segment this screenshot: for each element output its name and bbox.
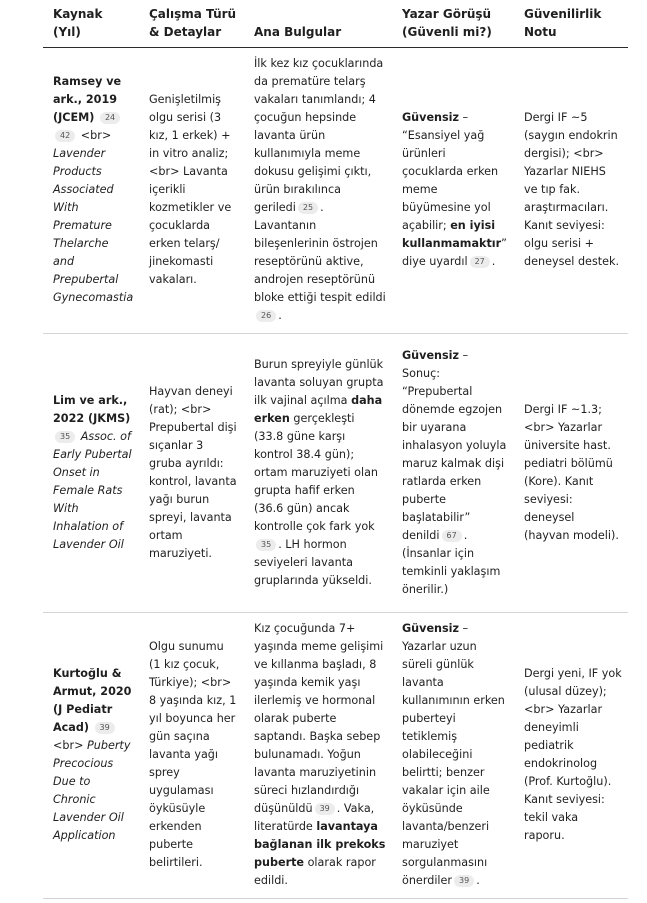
findings-text: . Vaka, literatürde: [254, 802, 375, 833]
citation-badge[interactable]: 39: [95, 722, 115, 734]
reliability-cell: Dergi IF ~1.3; <br> Yazarlar üniversite hast. pediatri bölümü (Kore). Kanıt seviyesi: deneysel (hayvan modeli).: [514, 334, 628, 613]
author-view-cell: [392, 613, 514, 899]
evidence-table: [43, 0, 628, 899]
verdict: Güvensiz: [402, 348, 459, 362]
view-text: – Yazarlar uzun süreli günlük lavanta kullanımının erken puberteyi tetiklemiş olabileceğini belirtti; benzer vakalar için aile öyküsünde lavanta/benzeri maruziyet sorgulanmasını önerdiler: [402, 622, 505, 887]
header-reliability: Güvenilirlik Notu: [514, 0, 628, 48]
citation-badge[interactable]: 67: [442, 530, 462, 542]
table-row: [43, 613, 628, 899]
citation-badge[interactable]: 26: [256, 310, 276, 322]
header-row: [43, 0, 628, 48]
source-title: Lavender Products Associated With Premature Thelarche and Prepubertal Gynecomastia: [53, 147, 134, 304]
citation-badge[interactable]: 39: [454, 875, 474, 887]
findings-text: gerçekleşti (33.8 güne karşı kontrol 38.4 gün); ortam maruziyeti olan grupta hafif erken (36.6 gün) ancak kontrolle çok fark yok: [254, 411, 379, 533]
citation-badge[interactable]: 35: [55, 431, 75, 443]
table-row: [43, 334, 628, 613]
header-author-view: Yazar Görüşü (Güvenli mi?): [392, 0, 514, 48]
view-text: .: [476, 874, 480, 887]
citation-badge[interactable]: 39: [315, 803, 335, 815]
citation-badge[interactable]: 42: [55, 130, 75, 142]
citation-badge[interactable]: 24: [100, 112, 120, 124]
reliability-cell: Dergi yeni, IF yok (ulusal düzey); <br> Yazarlar deneyimli pediatrik endokrinolog (Prof. Kurtoğlu). Kanıt seviyesi: tekil vaka raporu.: [514, 613, 628, 899]
findings-cell: [244, 48, 392, 334]
source-cell: [43, 613, 139, 899]
findings-cell: [244, 334, 392, 613]
view-emphasis: en iyisi kullanmamaktır: [402, 219, 502, 250]
header-study: Çalışma Türü & Detaylar: [139, 0, 244, 48]
findings-text: Kız çocuğunda 7+ yaşında meme gelişimi ve kıllanma başladı, 8 yaşında kemik yaşı ilerlemiş ve hormonal olarak puberte saptandı. Başka sebep bulunamadı. Yoğun lavanta maruziyetinin süreci hızlandırdığı düşünüldü: [254, 622, 384, 815]
findings-cell: [244, 613, 392, 899]
citation-badge[interactable]: 35: [256, 539, 276, 551]
source-name: Lim ve ark., 2022 (JKMS): [53, 393, 131, 425]
header-source: Kaynak (Yıl): [43, 0, 139, 48]
study-cell: Genişletilmiş olgu serisi (3 kız, 1 erkek) + in vitro analiz; <br> Lavanta içerikli kozmetikler ve çocuklarda erken telarş/ jinekomasti vakaları.: [139, 48, 244, 334]
line-break-text: <br>: [80, 129, 112, 142]
findings-emphasis: lavantaya bağlanan ilk prekoks puberte: [254, 820, 386, 869]
source-name: Ramsey ve ark., 2019 (JCEM): [53, 75, 122, 124]
view-text: . (İnsanlar için temkinli yaklaşım önerilir.): [402, 528, 501, 596]
view-text: ” diye uyardıl: [402, 237, 507, 268]
view-text: – Sonuç: “Prepubertal dönemde egzojen bir uyarana inhalasyon yoluyla maruz kalmak dişi ratlarda erken puberte başlatabilir” denildi: [402, 348, 507, 542]
header-findings: Ana Bulgular: [244, 0, 392, 48]
view-text: – “Esansiyel yağ ürünleri çocuklarda erken meme büyümesine yol açabilir;: [402, 111, 499, 232]
findings-text: olarak rapor edildi.: [254, 856, 376, 887]
findings-text: .: [278, 309, 282, 322]
source-cell: [43, 48, 139, 334]
source-cell: [43, 334, 139, 613]
verdict: Güvensiz: [402, 111, 459, 124]
verdict: Güvensiz: [402, 622, 459, 635]
source-title: Puberty Precocious Due to Chronic Lavender Oil Application: [53, 739, 131, 842]
citation-badge[interactable]: 27: [470, 256, 490, 268]
author-view-cell: [392, 48, 514, 334]
line-break-text: <br>: [53, 739, 84, 752]
findings-emphasis: daha erken: [254, 393, 383, 425]
findings-text: İlk kez kız çocuklarında da prematüre telarş vakaları tanımlandı; 4 çocuğun hepsinde lavanta ürün kullanımıyla meme dokusu gelişimi çıktı, ürün bırakılınca geriledi: [254, 57, 384, 214]
source-name: Kurtoğlu & Armut, 2020 (J Pediatr Acad): [53, 667, 132, 734]
findings-text: . LH hormon seviyeleri lavanta gruplarında yükseldi.: [254, 537, 372, 587]
citation-badge[interactable]: 25: [298, 202, 318, 214]
table-row: [43, 48, 628, 334]
view-text: .: [491, 255, 496, 268]
source-title: Assoc. of Early Pubertal Onset in Female Rats With Inhalation of Lavender Oil: [53, 429, 132, 551]
findings-text: . Lavantanın bileşenlerinin östrojen reseptörünü aktive, androjen reseptörünü bloke ettiği tespit edildi: [254, 201, 386, 304]
author-view-cell: [392, 334, 514, 613]
reliability-cell: Dergi IF ~5 (saygın endokrin dergisi); <br> Yazarlar NIEHS ve tıp fak. araştırmacıları. Kanıt seviyesi: olgu serisi + deneysel destek.: [514, 48, 628, 334]
findings-text: Burun spreyiyle günlük lavanta soluyan grupta ilk vajinal açılma: [254, 357, 384, 407]
study-cell: Hayvan deneyi (rat); <br> Prepubertal dişi sıçanlar 3 gruba ayrıldı: kontrol, lavanta yağı burun spreyi, lavanta ortam maruziyeti.: [139, 334, 244, 613]
study-cell: Olgu sunumu (1 kız çocuk, Türkiye); <br> 8 yaşında kız, 1 yıl boyunca her gün saçına lavanta yağı sprey uygulaması öyküsüyle erkenden puberte belirtileri.: [139, 613, 244, 899]
